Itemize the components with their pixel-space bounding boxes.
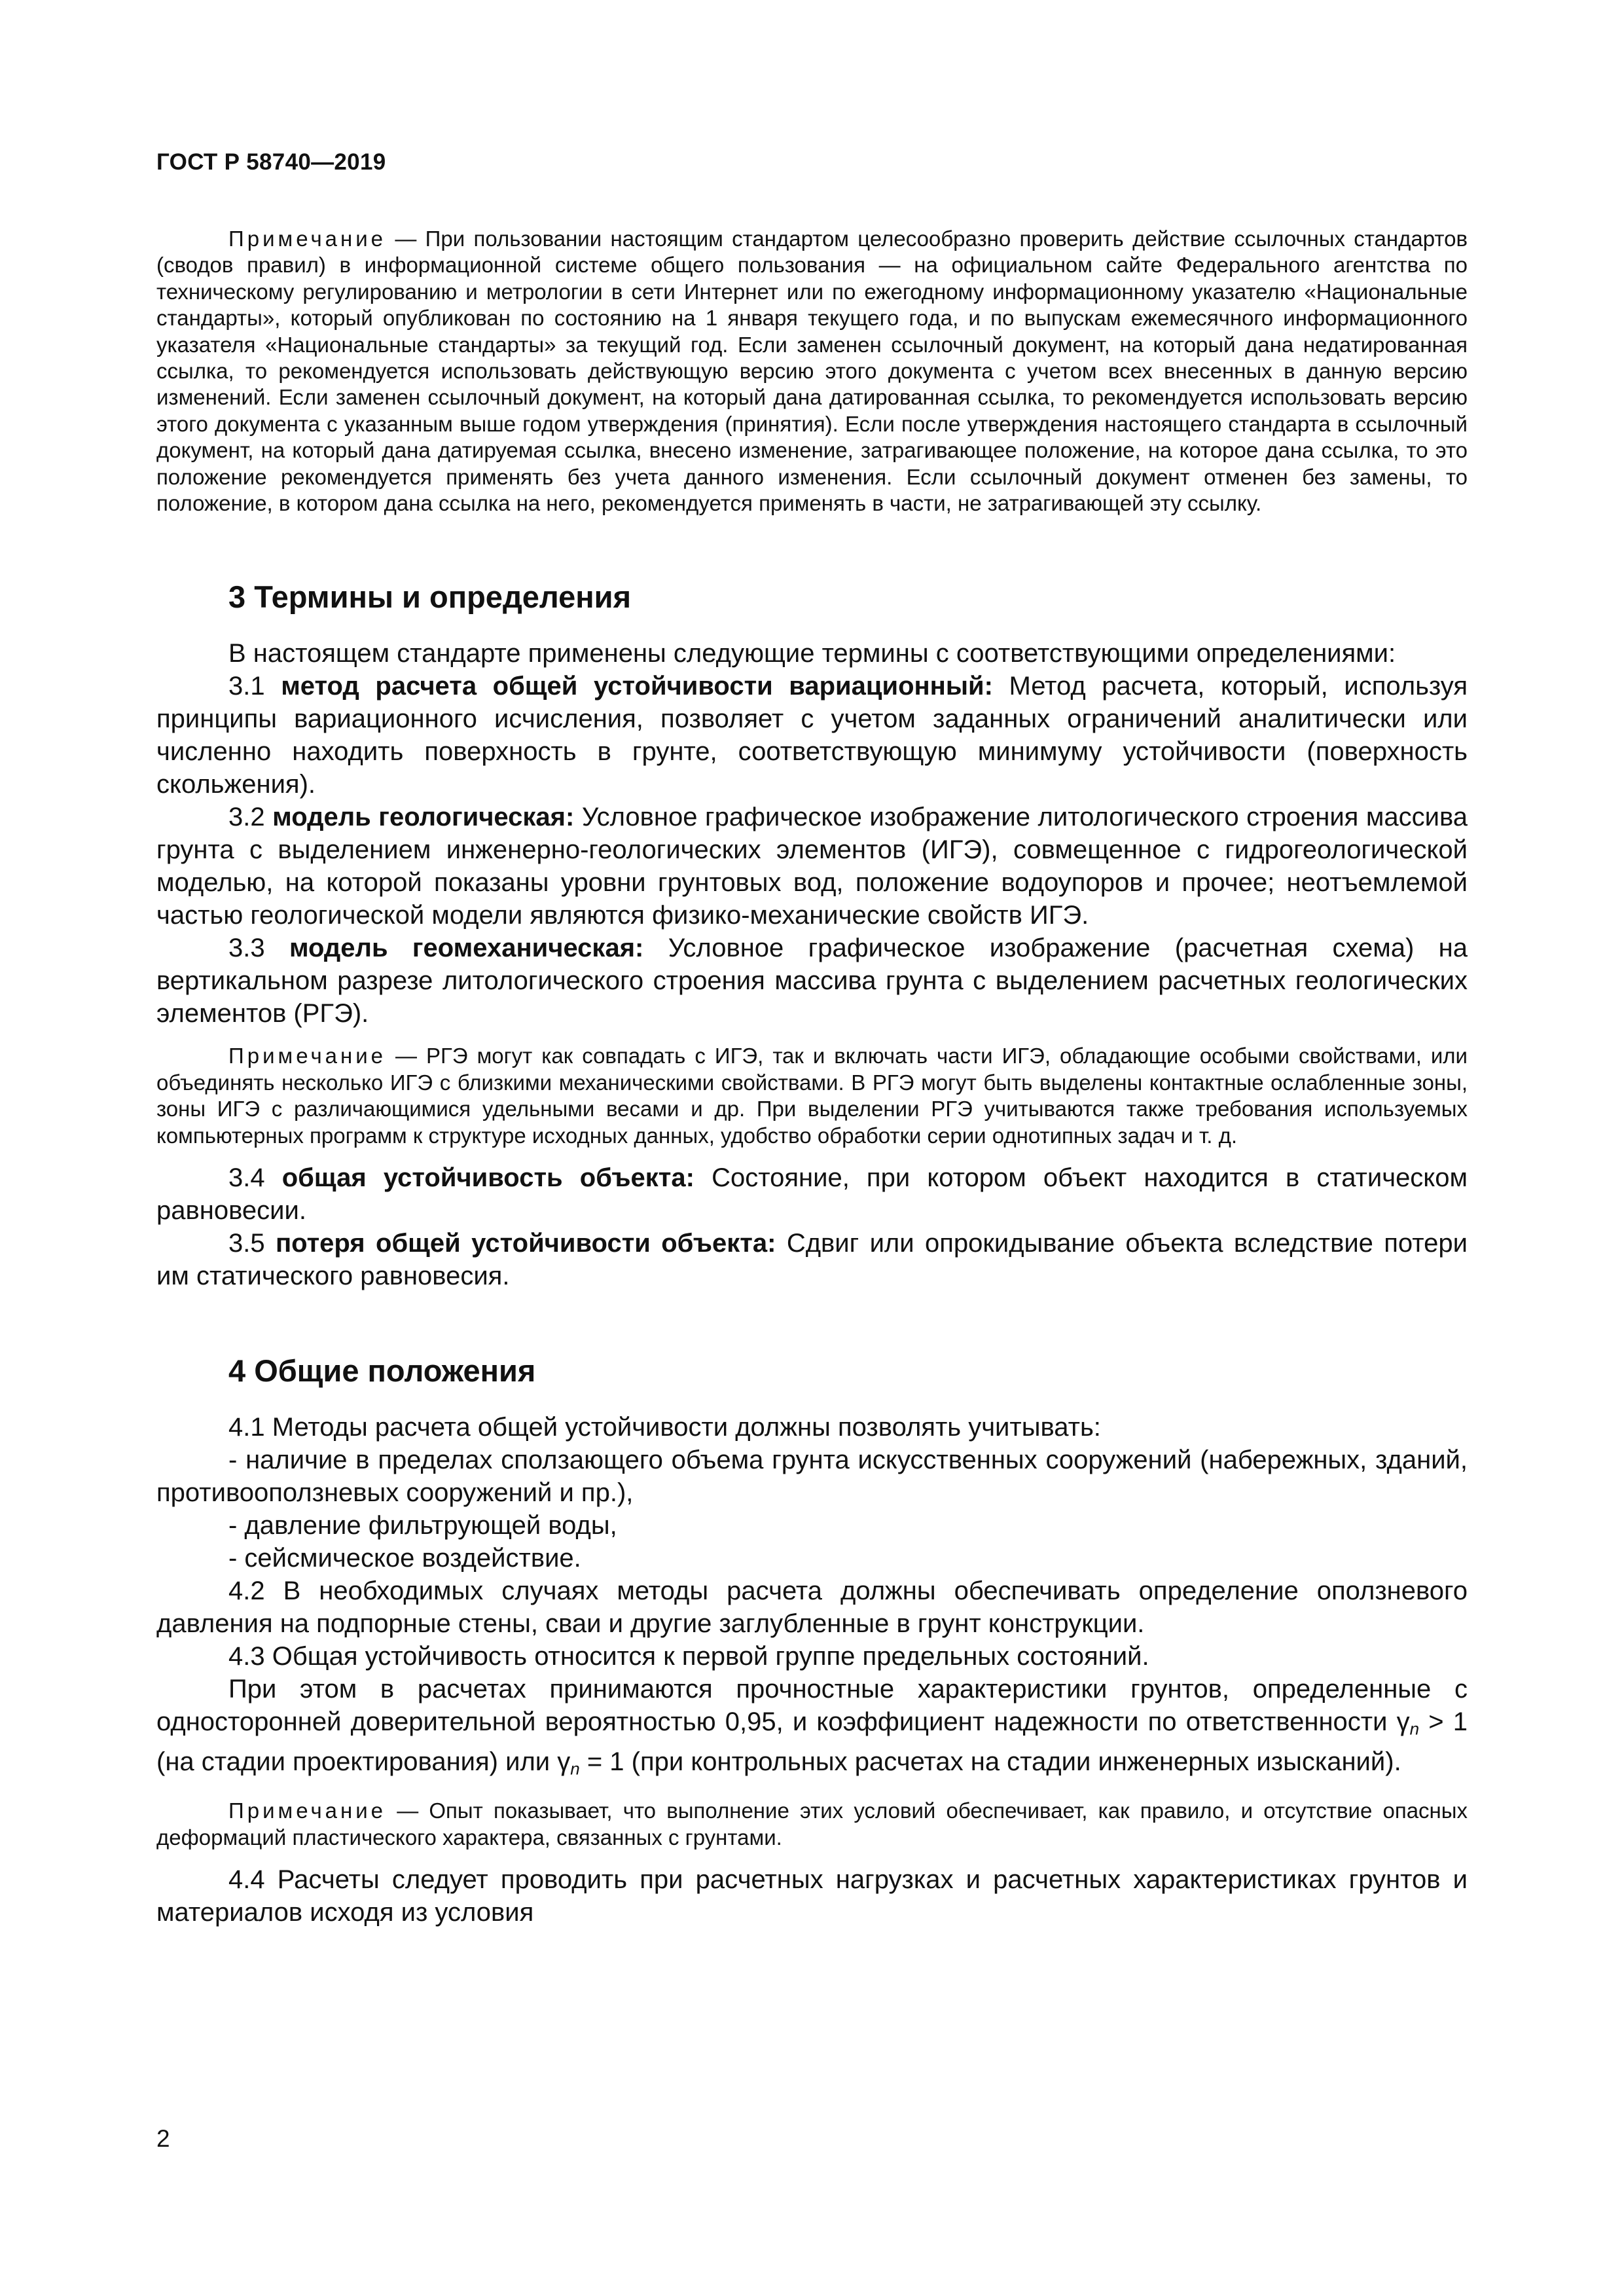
term-definition: Метод расчета, который, используя принципы вариационного исчисления, позволяет с учетом заданных ограничений аналитически или численно находить поверхность в грунте, соответствующую минимуму устойчивости (поверхность скольжения). [156, 672, 1468, 799]
subscript: n [1409, 1719, 1420, 1739]
document-code-header: ГОСТ Р 58740—2019 [156, 149, 386, 175]
term-title: модель геомеханическая: [289, 934, 644, 963]
term-definition: Условное графическое изображение (расчетная схема) на вертикальном разрезе литологического строения массива грунта с выделением расчетных геологических элементов (РГЭ). [156, 934, 1468, 1029]
section-3-intro: В настоящем стандарте применены следующие термины с соответствующими определениями: [228, 639, 1396, 668]
term-number: 3.4 [228, 1163, 282, 1193]
page-number: 2 [156, 2125, 170, 2152]
paragraph-4-1: 4.1 Методы расчета общей устойчивости должны позволять учитывать: [228, 1413, 1101, 1442]
text-segment: При этом в расчетах принимаются прочностные характеристики грунтов, определенные с односторонней доверительной вероятностью 0,95, и коэффициент надежности по ответственности γ [156, 1675, 1468, 1737]
term-number: 3.5 [228, 1229, 276, 1258]
subscript: n [570, 1758, 580, 1779]
section-3-heading: 3 Термины и определения [228, 579, 631, 615]
term-3-5 [156, 1227, 1468, 1292]
list-item: - давление фильтрующей воды, [228, 1511, 617, 1540]
term-definition: Сдвиг или опрокидывание объекта вследствие потери им статического равновесия. [156, 1229, 1468, 1291]
term-title: метод расчета общей устойчивости вариационный: [281, 672, 993, 701]
note-label: Примечание [228, 227, 387, 251]
term-title: общая устойчивость объекта: [281, 1163, 695, 1193]
term-title: потеря общей устойчивости объекта: [275, 1229, 776, 1258]
term-3-1 [156, 670, 1468, 801]
page-content [156, 226, 1468, 1929]
term-3-4 [156, 1161, 1468, 1227]
term-number: 3.3 [228, 934, 289, 963]
note-label: Примечание [228, 1044, 387, 1068]
paragraph-4-2: 4.2 В необходимых случаях методы расчета должны обеспечивать определение оползневого давления на подпорные стены, сваи и другие заглубленные в грунт конструкции. [156, 1576, 1468, 1639]
note-label: Примечание [228, 1798, 387, 1823]
note-text: — Опыт показывает, что выполнение этих условий обеспечивает, как правило, и отсутствие опасных деформаций пластического характера, связанных с грунтами. [156, 1798, 1468, 1850]
term-number: 3.2 [228, 803, 273, 832]
note-text: — При пользовании настоящим стандартом целесообразно проверить действие ссылочных стандартов (сводов правил) в информационной системе общего пользования — на официальном сайте Федерального агентства по техническому регулированию и метрологии в сети Интернет или по ежегодному информационному указателю «Национальные стандарты», который опубликован по состоянию на 1 января текущего года, и по выпускам ежемесячного информационного указателя «Национальные стандарты» за текущий год. Если заменен ссылочный документ, на который дана недатированная ссылка, то рекомендуется использовать действующую версию этого документа с учетом всех внесенных в данную версию изменений. Если заменен ссылочный документ, на который дана датированная ссылка, то рекомендуется использовать версию этого документа с указанным выше годом утверждения (принятия). Если после утверждения настоящего стандарта в ссылочный документ, на который дана датируемая ссылка, внесено изменение, затрагивающее положение, на которое дана ссылка, то это положение рекомендуется применять без учета данного изменения. Если ссылочный документ отменен без замены, то положение, в котором дана ссылка на него, рекомендуется применять в части, не затрагивающей эту ссылку. [156, 227, 1468, 516]
list-item: - сейсмическое воздействие. [228, 1544, 581, 1573]
term-3-2 [156, 801, 1468, 932]
paragraph-4-3-continued [156, 1673, 1468, 1785]
term-definition: Условное графическое изображение литологического строения массива грунта с выделением инженерно-геологических элементов (ИГЭ), совмещенное с гидрогеологической моделью, на которой показаны уровни грунтовых вод, положение водоупоров и прочее; неотъемлемой частью геологической модели являются физико-механические свойств ИГЭ. [156, 803, 1468, 930]
list-item: - наличие в пределах сползающего объема грунта искусственных сооружений (набережных, зданий, противооползневых сооружений и пр.), [156, 1446, 1468, 1508]
term-definition: Состояние, при котором объект находится в статическом равновесии. [156, 1163, 1468, 1226]
text-segment: > 1 (на стадии проектирования) или γ [156, 1707, 1468, 1776]
section-4-heading: 4 Общие положения [228, 1353, 536, 1389]
note-references [156, 226, 1468, 517]
term-number: 3.1 [228, 672, 281, 701]
paragraph-4-3: 4.3 Общая устойчивость относится к первой группе предельных состояний. [228, 1642, 1149, 1671]
term-title: модель геологическая: [272, 803, 575, 832]
text-segment: = 1 (при контрольных расчетах на стадии инженерных изысканий). [579, 1747, 1401, 1776]
paragraph-4-4: 4.4 Расчеты следует проводить при расчетных нагрузках и расчетных характеристиках грунтов и материалов исходя из условия [156, 1865, 1468, 1927]
note-experience [156, 1798, 1468, 1851]
term-3-3 [156, 932, 1468, 1030]
note-rge [156, 1043, 1468, 1149]
note-text: — РГЭ могут как совпадать с ИГЭ, так и включать части ИГЭ, обладающие особыми свойствами, или объединять несколько ИГЭ с близкими механическими свойствами. В РГЭ могут быть выделены контактные ослабленные зоны, зоны ИГЭ с различающимися удельными весами и др. При выделении РГЭ учитываются также требования используемых компьютерных программ к структуре исходных данных, удобство обработки серии однотипных задач и т. д. [156, 1044, 1468, 1148]
